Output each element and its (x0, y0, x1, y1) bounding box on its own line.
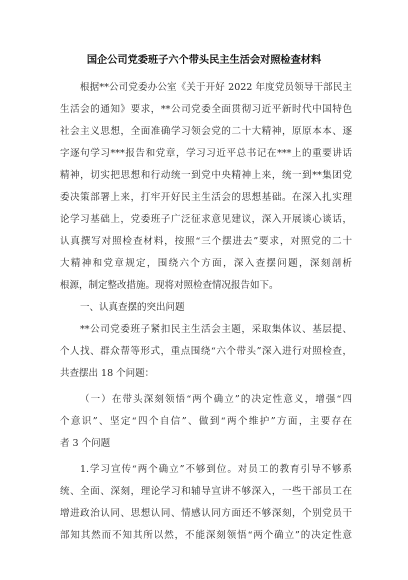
document-body (60, 77, 352, 547)
intro-line: 根据**公司党委办公室《关于开好 2022 年度党员领导干部民主 (80, 82, 352, 93)
item-line: 增进政治认同、思想认同、情感认同方面还不够深刻，个别党员干 (60, 508, 352, 519)
subsection-line: 个意识”、坚定“四个自信”、做到“两个维护”方面，主要存在 (60, 416, 352, 427)
summary-paragraph (60, 319, 352, 385)
section-heading: 一、认真查摆的突出问题 (80, 302, 185, 313)
intro-line: 根源，制定整改措施。现将对照检查情况报告如下。 (60, 280, 279, 291)
intro-line: 社会主义思想，全面准确学习领会党的二十大精神，原原本本、逐 (60, 126, 352, 137)
document-title: 国企公司党委班子六个带头民主生活会对照检查材料 (86, 54, 322, 66)
intro-line: 字逐句学习***报告和党章，学习习近平总书记在***上的重要讲话 (60, 148, 352, 159)
intro-paragraph (60, 77, 352, 297)
intro-line: 生活会的通知》要求，**公司党委全面贯彻习近平新时代中国特色 (60, 104, 352, 115)
intro-line: 大精神和党章规定，围绕六个方面，深入查摆问题，深刻剖析 (60, 258, 352, 269)
summary-line: 个人找、群众帮等形式，重点围绕“六个带头”深入进行对照检查， (60, 346, 352, 357)
summary-line: 共查摆出 18 个问题： (60, 368, 155, 379)
subsection-paragraph (60, 389, 352, 455)
item-line: 1.学习宣传“两个确立”不够到位。对员工的教育引导不够系 (80, 464, 352, 475)
intro-line: 认真撰写对照检查材料，按照“三个摆进去”要求，对照党的二十 (60, 236, 352, 247)
intro-line: 论学习基础上，党委班子广泛征求意见建议，深入开展谈心谈话， (60, 214, 352, 225)
item-paragraph (60, 459, 352, 547)
subsection-line: 者 3 个问题 (60, 438, 111, 449)
intro-line: 委决策部署上来，打牢开好民主生活会的思想基础。在深入扎实理 (60, 192, 352, 203)
item-line: 统、全面、深刻，理论学习和辅导宣讲不够深入，一些干部员工在 (60, 486, 352, 497)
subsection-line: （一）在带头深刻领悟“两个确立”的决定性意义，增强“四 (80, 394, 352, 405)
summary-line: **公司党委班子紧扣民主生活会主题，采取集体议、基层提、 (80, 324, 352, 335)
item-line: 部知其然而不知其所以然，不能深刻领悟“两个确立”的决定性意 (60, 530, 352, 541)
section-heading-block (60, 297, 352, 319)
intro-line: 精神，切实把思想和行动统一到党中央精神上来，统一到**集团党 (60, 170, 352, 181)
